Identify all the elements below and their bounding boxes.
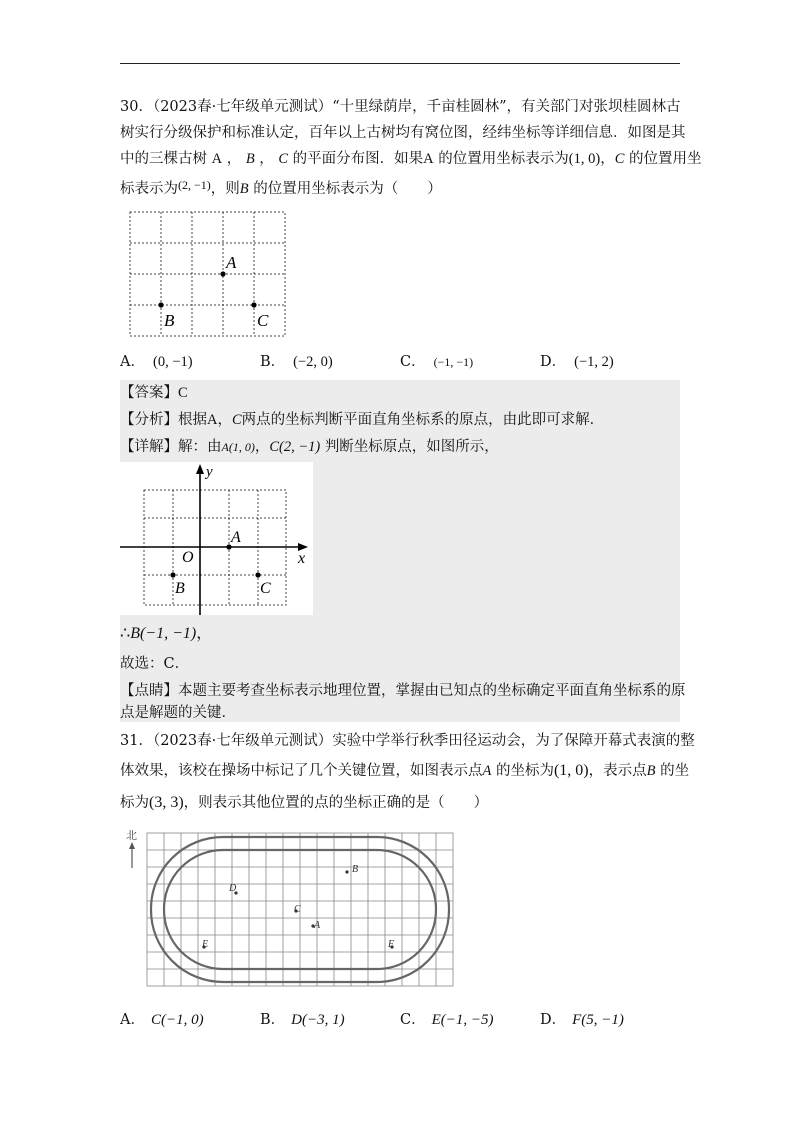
- point-c: [251, 302, 256, 307]
- q30-grid-figure: [126, 208, 290, 340]
- q31-line3: 标为(3, 3)，则表示其他位置的点的坐标正确的是（ ）: [120, 794, 489, 811]
- q30-option-d[interactable]: D． (−1, 2): [540, 354, 614, 370]
- q31-option-b[interactable]: B． D(−3, 1): [260, 1012, 345, 1028]
- q31-option-a[interactable]: A． C(−1, 0): [120, 1012, 204, 1028]
- fig-label-b: B: [175, 580, 185, 597]
- axis-y-label: y: [206, 464, 213, 480]
- track-label-b: B: [352, 864, 359, 875]
- header-rule: [120, 63, 680, 64]
- q31-line1: 31．（2023春·七年级单元测试）实验中学举行秋季田径运动会，为了保障开幕式表演的整: [120, 733, 695, 749]
- detail-line: 【详解】解：由A(1, 0)，C(2, −1) 判断坐标原点，如图所示，: [120, 439, 499, 455]
- q30-line4: 标表示为$^{(2, -1)}$，则B 的位置用坐标表示为（ ）: [120, 178, 442, 197]
- solution-axes-figure: [120, 462, 313, 615]
- label-b: B: [164, 311, 175, 330]
- track-label-e: E: [202, 939, 209, 950]
- result-line: ∴B(−1, −1)，: [120, 623, 213, 642]
- fig-label-a: A: [231, 529, 241, 546]
- q30-line3: 中的三棵古树 A ， B ， C 的平面分布图．如果A 的位置用坐标表示为(1, 0)，C 的位置用坐: [120, 151, 702, 167]
- point-a: [220, 271, 225, 276]
- track-label-c: C: [294, 904, 301, 915]
- label-a: A: [226, 253, 237, 272]
- origin-label: O: [182, 549, 194, 566]
- analysis-line: 【分析】根据A，C两点的坐标判断平面直角坐标系的原点，由此即可求解．: [120, 412, 605, 428]
- q30-option-b[interactable]: B． (−2, 0): [260, 354, 333, 370]
- north-label: 北: [126, 830, 137, 842]
- q31-option-c[interactable]: C． E(−1, −5): [400, 1012, 494, 1028]
- label-c: C: [257, 311, 269, 330]
- q30-line1: 30．（2023春·七年级单元测试）“十里绿荫岸，千亩桂圆林”，有关部门对张坝桂圆林古: [120, 99, 681, 115]
- axis-x-label: x: [298, 550, 306, 567]
- track-label-a: A: [314, 920, 321, 931]
- comment-line1: 【点睛】本题主要考查坐标表示地理位置，掌握由已知点的坐标确定平面直角坐标系的原: [120, 683, 686, 699]
- track-label-f: F: [388, 939, 395, 950]
- q30-option-a[interactable]: A． (0, −1): [120, 354, 193, 370]
- q31-option-d[interactable]: D． F(5, −1): [540, 1012, 624, 1028]
- answer-line: 【答案】C: [120, 385, 188, 401]
- fig-label-c: C: [260, 580, 271, 597]
- comment-line2: 点是解题的关键．: [120, 705, 236, 721]
- choose-line: 故选：C．: [120, 656, 190, 672]
- q31-line2: 体效果，该校在操场中标记了几个关键位置，如图表示点A 的坐标为(1, 0)，表示点B 的坐: [120, 762, 690, 779]
- q31-track-figure: [118, 824, 458, 994]
- point-b: [158, 302, 163, 307]
- q30-option-c[interactable]: C． (−1, −1): [400, 354, 474, 370]
- track-label-d: D: [229, 883, 237, 894]
- q30-line2: 树实行分级保护和标准认定，百年以上古树均有窝位图，经纬坐标等详细信息．如图是其: [120, 125, 686, 141]
